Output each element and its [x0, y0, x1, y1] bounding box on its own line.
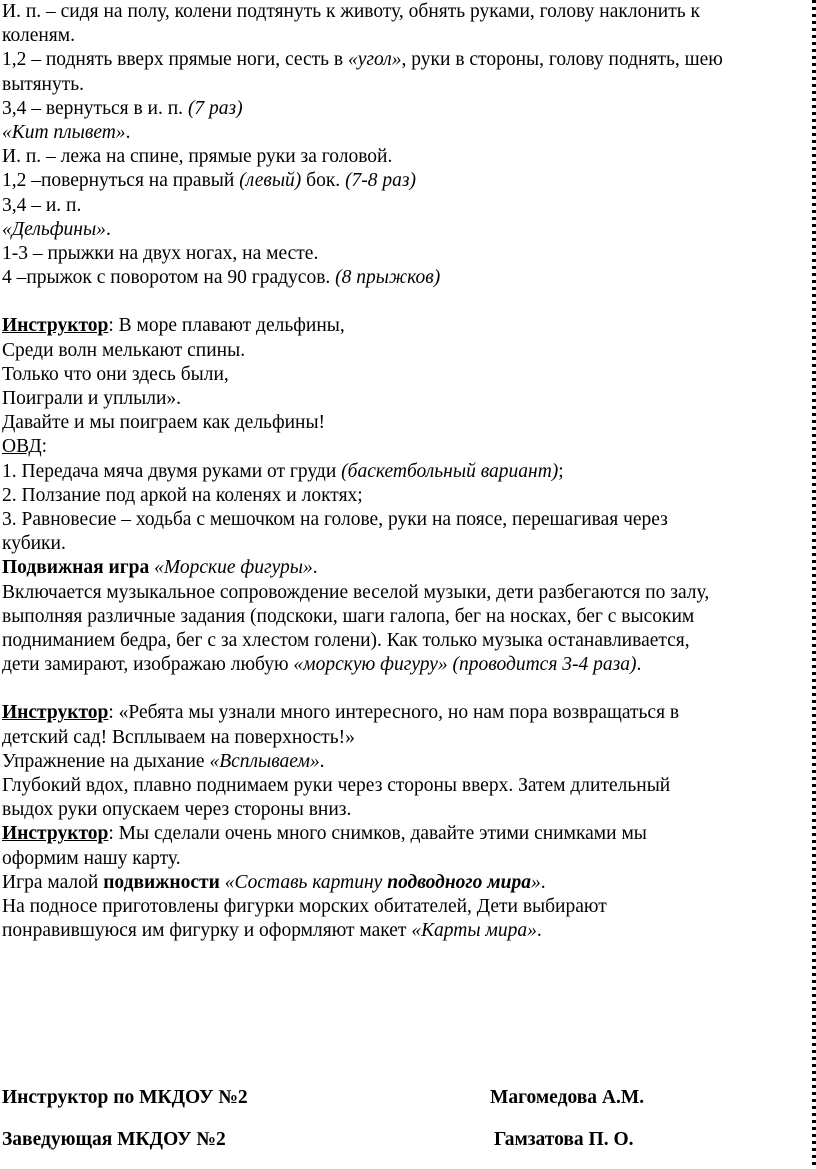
text-line: Включается музыкальное сопровождение веселой музыки, дети разбегаются по залу,	[2, 581, 710, 603]
game-heading: Подвижная игра «Морские фигуры».	[2, 557, 318, 579]
text-line: коленям.	[2, 25, 75, 47]
text-line: И. п. – сидя на полу, колени подтянуть к животу, обнять руками, голову наклонить к	[2, 1, 700, 22]
exercise-title: «Дельфины».	[2, 218, 111, 240]
text-line: На подносе приготовлены фигурки морских обитателей, Дети выбирают	[2, 895, 607, 917]
poem-line: Только что они здесь были,	[2, 363, 229, 385]
text-line: 4 –прыжок с поворотом на 90 градусов. (8 прыжков)	[2, 267, 441, 289]
poem-line: Поиграли и уплыли».	[2, 388, 182, 409]
poem-line: Среди волн мелькают спины.	[2, 339, 246, 361]
text-line: Глубокий вдох, плавно поднимаем руки через стороны вверх. Затем длительный	[2, 775, 671, 796]
list-item: кубики.	[2, 533, 66, 555]
text-line: дети замирают, изображаю любую «морскую фигуру» (проводится 3-4 раза).	[2, 654, 642, 676]
document-body	[2, 0, 810, 943]
list-item: 1. Передача мяча двумя руками от груди (баскетбольный вариант);	[2, 460, 564, 482]
signature-name-instructor: Магомедова А.М.	[490, 1087, 645, 1108]
text-line: Инструктор: Мы сделали очень много снимков, давайте этими снимками мы	[2, 823, 647, 845]
text-line: 3,4 – вернуться в и. п. (7 раз)	[2, 97, 243, 119]
text-line: 1,2 – поднять вверх прямые ноги, сесть в «угол», руки в стороны, голову поднять, шею	[2, 49, 723, 71]
text-line: выполняя различные задания (подскоки, шаги галопа, бег на носках, бег с высоким	[2, 605, 695, 627]
signature-role-instructor: Инструктор по МКДОУ №2	[2, 1087, 248, 1108]
text-line: оформим нашу карту.	[2, 847, 181, 869]
signature-role-head: Заведующая МКДОУ №2	[2, 1129, 226, 1150]
text-line: Игра малой подвижности «Составь картину подводного мира».	[2, 871, 546, 893]
list-item: 2. Ползание под аркой на коленях и локтях;	[2, 484, 363, 506]
text-line: детский сад! Всплываем на поверхность!»	[2, 726, 355, 748]
text-line: понравившуюся им фигурку и оформляют макет «Карты мира».	[2, 920, 542, 942]
text-line: 1-3 – прыжки на двух ногах, на месте.	[2, 242, 319, 264]
list-item: 3. Равновесие – ходьба с мешочком на голове, руки на поясе, перешагивая через	[2, 508, 668, 530]
text-line: подниманием бедра, бег с за хлестом голени). Как только музыка останавливается,	[2, 629, 690, 651]
ovd-heading: ОВД:	[2, 436, 48, 458]
exercise-title: «Кит плывет».	[2, 121, 131, 143]
text-line: выдох руки опускаем через стороны вниз.	[2, 799, 352, 821]
text-line: 1,2 –повернуться на правый (левый) бок. (7-8 раз)	[2, 170, 417, 192]
text-line: Упражнение на дыхание «Всплываем».	[2, 750, 325, 772]
poem-line: Давайте и мы поиграем как дельфины!	[2, 412, 326, 434]
text-line: Инструктор: «Ребята мы узнали много интересного, но нам пора возвращаться в	[2, 702, 680, 724]
text-line: вытянуть.	[2, 73, 85, 95]
text-line: 3,4 – и. п.	[2, 194, 82, 216]
poem-line: Инструктор: В море плавают дельфины,	[2, 315, 345, 337]
dotted-page-border	[812, 0, 816, 1169]
text-line: И. п. – лежа на спине, прямые руки за головой.	[2, 146, 393, 168]
signature-name-head: Гамзатова П. О.	[494, 1129, 634, 1150]
